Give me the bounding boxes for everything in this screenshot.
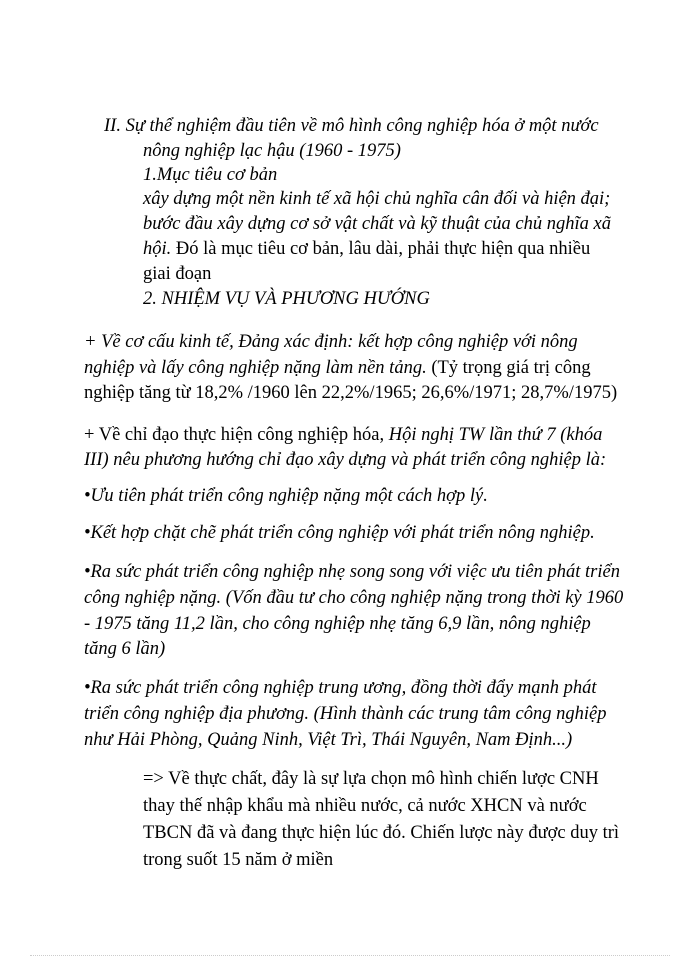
bullet-3-line3: - 1975 tăng 11,2 lần, cho công nghiệp nhẹ tăng 6,9 lần, nông nghiệp xyxy=(84,614,591,634)
bullet-4-line1: •Ra sức phát triển công nghiệp trung ương, đồng thời đẩy mạnh phát xyxy=(84,678,597,698)
direction-line1 xyxy=(84,423,602,447)
goal-line3 xyxy=(143,237,590,261)
direction-line2: III) nêu phương hướng chỉ đạo xây dựng và phát triển công nghiệp là: xyxy=(84,450,607,470)
structure-line1: + Về cơ cấu kinh tế, Đảng xác định: kết hợp công nghiệp với nông xyxy=(84,332,578,352)
section-heading-line1: II. Sự thể nghiệm đầu tiên về mô hình công nghiệp hóa ở một nước xyxy=(104,116,599,136)
direction-line1-prefix: + Về chỉ đạo thực hiện công nghiệp hóa, xyxy=(84,425,389,445)
goal-title: 1.Mục tiêu cơ bản xyxy=(143,165,278,185)
goal-line3-italic: hội. xyxy=(143,239,172,259)
conclusion-line2: thay thế nhập khẩu mà nhiều nước, cả nước XHCN và nước xyxy=(143,796,587,816)
bullet-4-line2: triển công nghiệp địa phương. (Hình thành các trung tâm công nghiệp xyxy=(84,704,607,724)
bullet-2: •Kết hợp chặt chẽ phát triển công nghiệp với phát triển nông nghiệp. xyxy=(84,523,595,543)
bullet-4-line3: như Hải Phòng, Quảng Ninh, Việt Trì, Thái Nguyên, Nam Định...) xyxy=(84,730,573,750)
goal-line2: bước đầu xây dựng cơ sở vật chất và kỹ thuật của chủ nghĩa xã xyxy=(143,214,611,234)
conclusion-line4: trong suốt 15 năm ở miền xyxy=(143,850,334,870)
bullet-1: •Ưu tiên phát triển công nghiệp nặng một cách hợp lý. xyxy=(84,486,488,506)
page-bottom-divider xyxy=(30,955,670,956)
bullet-3-line1: •Ra sức phát triển công nghiệp nhẹ song song với việc ưu tiên phát triển xyxy=(84,562,620,582)
section-heading-line2: nông nghiệp lạc hậu (1960 - 1975) xyxy=(143,141,401,161)
structure-line3: nghiệp tăng từ 18,2% /1960 lên 22,2%/1965; 26,6%/1971; 28,7%/1975) xyxy=(84,383,618,403)
goal-line3-rest: Đó là mục tiêu cơ bản, lâu dài, phải thực hiện qua nhiều xyxy=(171,239,591,259)
conclusion-line1: => Về thực chất, đây là sự lựa chọn mô hình chiến lược CNH xyxy=(143,769,599,789)
bullet-3-line4: tăng 6 lần) xyxy=(84,639,166,659)
direction-line1-italic: Hội nghị TW lần thứ 7 (khóa xyxy=(388,425,603,445)
task-title: 2. NHIỆM VỤ VÀ PHƯƠNG HƯỚNG xyxy=(143,289,430,309)
goal-line4: giai đoạn xyxy=(143,264,212,284)
structure-line2-rest: (Tỷ trọng giá trị công xyxy=(426,358,591,378)
goal-line1: xây dựng một nền kinh tế xã hội chủ nghĩa cân đối và hiện đại; xyxy=(143,189,611,209)
bullet-3-line2: công nghiệp nặng. (Vốn đầu tư cho công nghiệp nặng trong thời kỳ 1960 xyxy=(84,588,624,608)
structure-line2 xyxy=(84,356,591,380)
structure-line2-italic: nghiệp và lấy công nghiệp nặng làm nền tảng. xyxy=(84,358,427,378)
conclusion-line3: TBCN đã và đang thực hiện lúc đó. Chiến lược này được duy trì xyxy=(143,823,620,843)
